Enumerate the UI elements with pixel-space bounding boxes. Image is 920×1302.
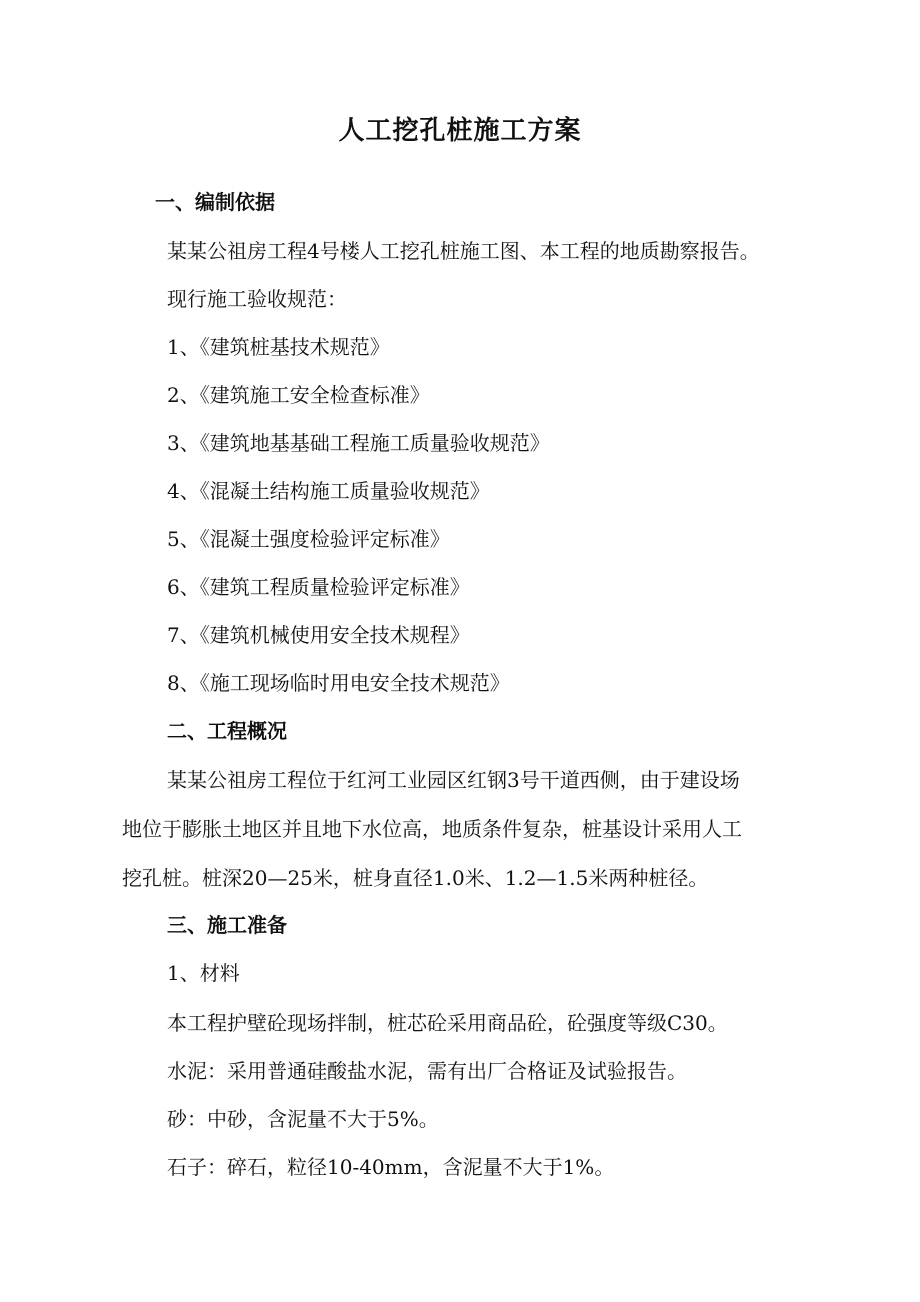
paragraph-line: 挖孔桩。桩深20—25米，桩身直径1.0米、1.2—1.5米两种桩径。 bbox=[122, 866, 709, 890]
list-item: 6、《建筑工程质量检验评定标准》 bbox=[167, 575, 470, 599]
paragraph-line: 地位于膨胀土地区并且地下水位高，地质条件复杂，桩基设计采用人工 bbox=[122, 817, 742, 841]
section-heading-3: 三、施工准备 bbox=[167, 913, 287, 937]
paragraph: 本工程护壁砼现场拌制，桩芯砼采用商品砼，砼强度等级C30。 bbox=[167, 1011, 728, 1035]
list-item: 3、《建筑地基基础工程施工质量验收规范》 bbox=[167, 431, 550, 455]
list-item: 4、《混凝土结构施工质量验收规范》 bbox=[167, 479, 490, 503]
section-heading-1: 一、编制依据 bbox=[155, 190, 275, 214]
list-item: 7、《建筑机械使用安全技术规程》 bbox=[167, 623, 470, 647]
paragraph: 现行施工验收规范： bbox=[167, 287, 347, 311]
section-heading-2: 二、工程概况 bbox=[167, 719, 287, 743]
paragraph: 水泥：采用普通硅酸盐水泥，需有出厂合格证及试验报告。 bbox=[167, 1059, 687, 1083]
list-item: 2、《建筑施工安全检查标准》 bbox=[167, 383, 430, 407]
list-item: 5、《混凝土强度检验评定标准》 bbox=[167, 527, 450, 551]
list-item: 8、《施工现场临时用电安全技术规范》 bbox=[167, 671, 510, 695]
list-item: 1、《建筑桩基技术规范》 bbox=[167, 335, 390, 359]
document-title: 人工挖孔桩施工方案 bbox=[338, 116, 582, 146]
paragraph: 砂：中砂，含泥量不大于5%。 bbox=[167, 1107, 439, 1131]
sub-heading: 1、材料 bbox=[167, 961, 240, 985]
paragraph-line: 某某公祖房工程位于红河工业园区红钢3号干道西侧，由于建设场 bbox=[167, 768, 740, 792]
paragraph: 某某公祖房工程4号楼人工挖孔桩施工图、本工程的地质勘察报告。 bbox=[167, 239, 760, 263]
paragraph: 石子：碎石，粒径10-40mm，含泥量不大于1%。 bbox=[167, 1155, 615, 1179]
